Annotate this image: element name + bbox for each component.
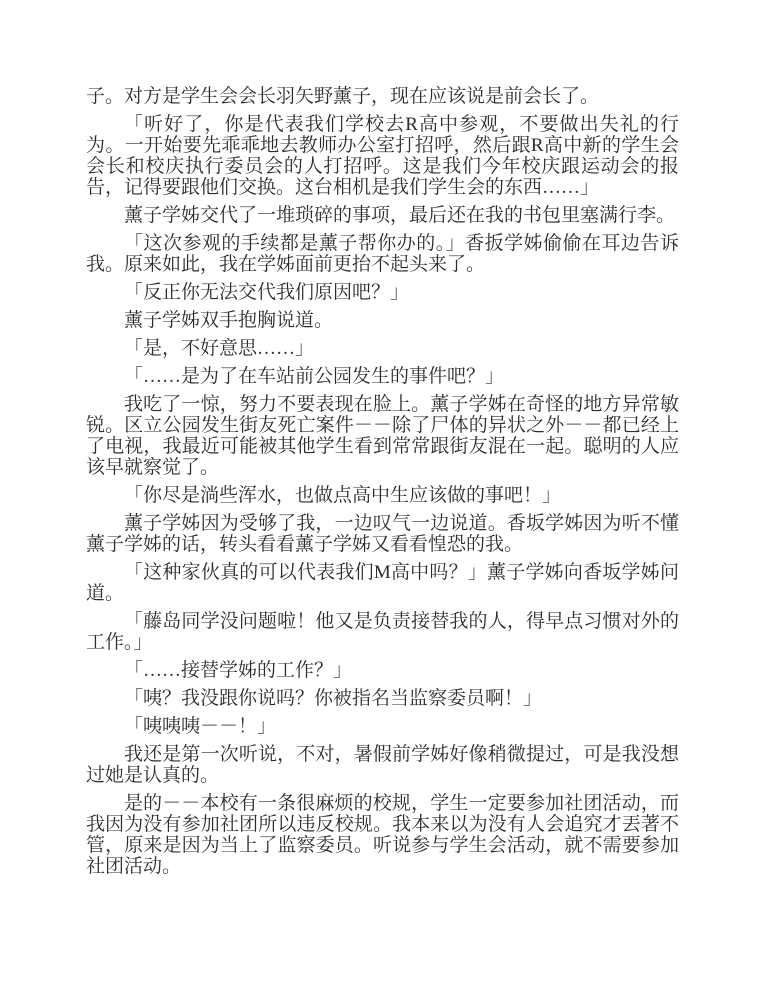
text-line: 子。对方是学生会会长羽矢野薰子，现在应该说是前会长了。 — [86, 86, 600, 107]
text-line: 工作。」 — [86, 632, 153, 653]
text-line: 「这种家伙真的可以代表我们M高中吗？」薰子学姊向香坂学姊问 — [124, 562, 679, 583]
text-line: 锐。区立公园发生街友死亡案件－－除了尸体的异状之外－－都已经上 — [86, 415, 679, 436]
text-line: 「咦咦咦－－！」 — [124, 716, 277, 737]
text-line: 「咦？我没跟你说吗？你被指名当监察委员啊！」 — [124, 688, 543, 709]
text-line: 我。原来如此，我在学姊面前更抬不起头来了。 — [86, 254, 486, 275]
text-line: 薰子学姊交代了一堆琐碎的事项，最后还在我的书包里塞满行李。 — [124, 205, 676, 226]
paragraph — [86, 310, 679, 331]
paragraph — [86, 114, 679, 198]
text-line: 「你尽是淌些浑水，也做点高中生应该做的事吧！」 — [124, 485, 562, 506]
text-line: 道。 — [86, 583, 125, 604]
paragraph — [86, 282, 679, 303]
text-line: 为。一开始要先乖乖地去教师办公室打招呼，然后跟R高中新的学生会 — [86, 135, 679, 156]
text-line: 了电视，我最近可能被其他学生看到常常跟街友混在一起。聪明的人应 — [86, 436, 679, 457]
paragraph — [86, 338, 679, 359]
text-line: 「反正你无法交代我们原因吧？」 — [124, 282, 410, 303]
paragraph — [86, 485, 679, 506]
text-line: 该早就察觉了。 — [86, 457, 220, 478]
paragraph — [86, 366, 679, 387]
text-line: 我还是第一次听说，不对，暑假前学姊好像稍微提过，可是我没想 — [124, 744, 679, 765]
paragraph — [86, 86, 679, 107]
text-line: 「是，不好意思……」 — [124, 338, 315, 359]
text-line: 会长和校庆执行委员会的人打招呼。这是我们今年校庆跟运动会的报 — [86, 156, 679, 177]
paragraph — [86, 562, 679, 604]
text-line: 过她是认真的。 — [86, 765, 220, 786]
paragraph — [86, 205, 679, 226]
text-line: 是的－－本校有一条很麻烦的校规，学生一定要参加社团活动，而 — [124, 793, 679, 814]
paragraph — [86, 716, 679, 737]
text-line: 我吃了一惊，努力不要表现在脸上。薰子学姊在奇怪的地方异常敏 — [124, 394, 679, 415]
text-line: 社团活动。 — [86, 856, 182, 877]
text-line: 「听好了，你是代表我们学校去R高中参观，不要做出失礼的行 — [124, 114, 679, 135]
text-line: 薰子学姊双手抱胸说道。 — [124, 310, 334, 331]
text-line: 告，记得要跟他们交换。这台相机是我们学生会的东西……」 — [86, 177, 600, 198]
text-line: 我因为没有参加社团所以违反校规。我本来以为没有人会追究才丟著不 — [86, 814, 679, 835]
paragraph — [86, 233, 679, 275]
text-line: 「……是为了在车站前公园发生的事件吧？」 — [124, 366, 505, 387]
paragraph — [86, 744, 679, 786]
text-line: 管，原来是因为当上了监察委员。听说参与学生会活动，就不需要参加 — [86, 835, 679, 856]
paragraph — [86, 660, 679, 681]
paragraph — [86, 793, 679, 877]
paragraph — [86, 611, 679, 653]
paragraph — [86, 688, 679, 709]
text-line: 「这次参观的手续都是薰子帮你办的。」香扳学姊偷偷在耳边告诉 — [124, 233, 679, 254]
text-line: 薰子学姊的话，转头看看薰子学姊又看看惶恐的我。 — [86, 534, 524, 555]
paragraph — [86, 394, 679, 478]
text-line: 「……接替学姊的工作？」 — [124, 660, 353, 681]
text-line: 薰子学姊因为受够了我，一边叹气一边说道。香坂学姊因为听不懂 — [124, 513, 679, 534]
paragraph — [86, 513, 679, 555]
text-line: 「藤岛同学没问题啦！他又是负责接替我的人，得早点习惯对外的 — [124, 611, 679, 632]
